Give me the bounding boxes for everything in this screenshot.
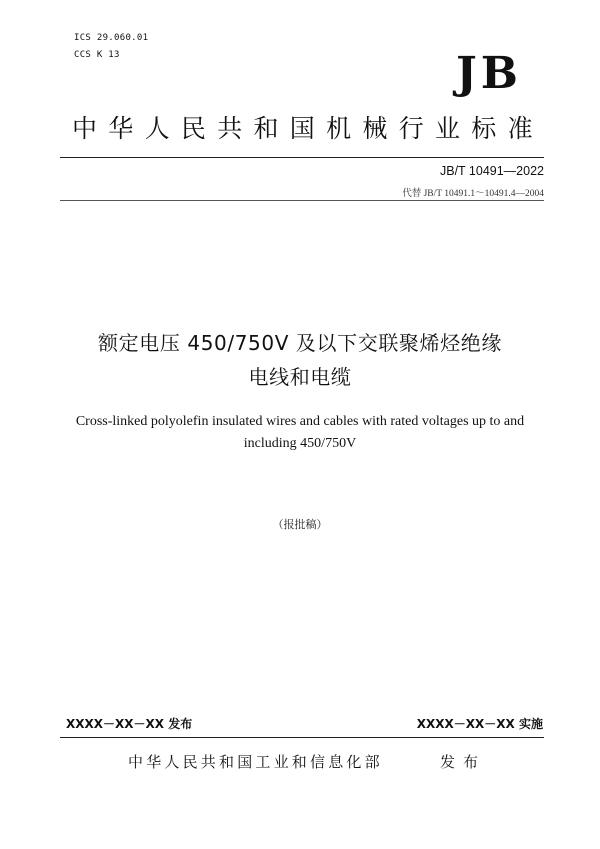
draft-status: （报批稿） — [272, 518, 328, 531]
header-divider — [60, 157, 544, 158]
publish-date: XXXX－XX－XX 发布 — [66, 717, 193, 731]
issuing-authority: 中华人民共和国工业和信息化部 — [128, 753, 383, 771]
english-title-line-1: Cross-linked polyolefin insulated wires and cables with rated voltages up to and — [75, 414, 525, 429]
issue-label: 发布 — [440, 753, 487, 771]
standard-number: JB/T 10491—2022 — [439, 164, 544, 178]
classification-codes — [74, 30, 148, 64]
chinese-title-line-2: 电线和电缆 — [248, 365, 352, 389]
ics-code: ICS 29.060.01 — [74, 33, 149, 43]
replaces-note: 代替 JB/T 10491.1～10491.4—2004 — [402, 189, 544, 199]
ccs-code: CCS K 13 — [74, 50, 120, 60]
chinese-title-line-1: 额定电压 450/750V 及以下交联聚烯烃绝缘 — [98, 331, 502, 355]
english-title-line-2: including 450/750V — [243, 436, 357, 451]
implement-date: XXXX－XX－XX 实施 — [416, 717, 543, 731]
footer-divider — [60, 737, 544, 738]
jb-logo: JB — [455, 48, 522, 99]
replaces-underline — [60, 200, 544, 201]
standard-category-title: 中华人民共和国机械行业标准 — [72, 114, 544, 143]
